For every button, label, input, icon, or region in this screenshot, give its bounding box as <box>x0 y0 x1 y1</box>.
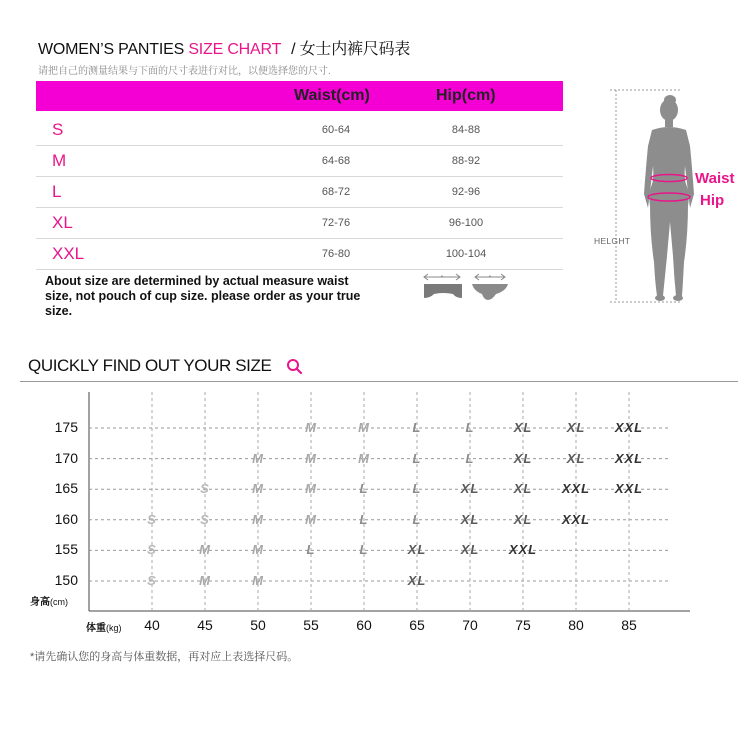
x-tick-label: 80 <box>568 617 584 633</box>
x-tick-label: 75 <box>515 617 531 633</box>
size-cell-s: S <box>147 573 157 588</box>
size-cell-l: L <box>412 511 422 527</box>
size-note: About size are determined by actual measure waist size, not pouch of cup size. please order as your true size. <box>45 274 361 318</box>
y-tick-label: 150 <box>54 572 78 588</box>
waist-column-header: Waist(cm) <box>294 87 370 104</box>
x-axis-label <box>86 619 122 634</box>
size-cell-m: M <box>199 573 211 588</box>
y-tick-label: 165 <box>54 480 78 497</box>
svg-text:*: * <box>488 275 492 282</box>
size-cell-m: M <box>305 481 317 497</box>
size-cell-l: L <box>412 450 422 466</box>
hip-label: Hip <box>700 192 725 209</box>
size-cell-m: M <box>305 511 317 527</box>
title-main: WOMEN’S PANTIES <box>38 41 185 58</box>
size-cell-xxl: XXL <box>614 481 644 497</box>
x-tick-label: 40 <box>144 617 160 633</box>
size-cell-m: M <box>252 450 264 466</box>
size-cell-xl: XL <box>513 511 533 527</box>
size-cell-xl: XL <box>460 542 480 558</box>
waist-value: 72-76 <box>321 217 351 229</box>
x-tick-label: 55 <box>303 617 319 633</box>
size-cell-s: S <box>147 511 157 527</box>
size-cell-xxl: XXL <box>614 420 644 435</box>
title-chinese: / 女士内裤尺码表 <box>291 41 411 58</box>
size-label: XXL <box>52 244 85 263</box>
waist-value: 64-68 <box>321 155 351 167</box>
size-cell-xxl: XXL <box>561 481 591 497</box>
size-label: S <box>52 120 64 139</box>
size-cell-xxl: XXL <box>508 542 538 558</box>
size-cell-l: L <box>465 450 475 466</box>
size-cell-l: L <box>359 481 369 497</box>
size-cell-m: M <box>252 511 264 527</box>
x-tick-label: 60 <box>356 617 372 633</box>
subtitle: 请把自己的测量结果与下面的尺寸表进行对比，以便选择您的尺寸. <box>38 66 331 77</box>
size-cell-s: S <box>200 511 210 527</box>
size-cell-xl: XL <box>513 450 533 466</box>
footnote: *请先确认您的身高与体重数据，再对应上表选择尺码。 <box>30 651 299 663</box>
size-label: L <box>52 182 62 201</box>
hip-value: 92-96 <box>451 186 481 198</box>
height-label: HELGHT <box>594 236 631 246</box>
hip-value: 88-92 <box>451 155 481 167</box>
waist-value: 76-80 <box>321 248 351 260</box>
size-cell-xl: XL <box>407 542 427 558</box>
x-tick-label: 70 <box>462 617 478 633</box>
x-tick-label: 50 <box>250 617 266 633</box>
size-cell-xl: XL <box>460 511 480 527</box>
size-cell-l: L <box>359 511 369 527</box>
size-cell-xl: XL <box>460 481 480 497</box>
size-cell-s: S <box>200 481 210 497</box>
hip-value: 84-88 <box>451 124 481 136</box>
x-tick-label: 85 <box>621 617 637 633</box>
size-cell-m: M <box>358 420 370 435</box>
hip-value: 100-104 <box>445 248 487 260</box>
size-cell-l: L <box>306 542 316 558</box>
size-cell-l: L <box>412 420 422 435</box>
size-cell-xl: XL <box>513 481 533 497</box>
x-axis-unit: (kg) <box>106 623 122 633</box>
waist-value: 68-72 <box>321 186 351 198</box>
size-cell-s: S <box>147 542 157 558</box>
y-tick-label: 155 <box>54 541 78 558</box>
size-cell-xl: XL <box>566 450 586 466</box>
hip-column-header: Hip(cm) <box>436 87 496 104</box>
y-axis-label <box>30 593 68 608</box>
size-cell-m: M <box>199 542 211 558</box>
title-size-chart: SIZE CHART <box>188 41 281 58</box>
quick-find-title: QUICKLY FIND OUT YOUR SIZE <box>28 356 272 375</box>
size-cell-xxl: XXL <box>614 450 644 466</box>
waist-label: Waist <box>695 170 735 187</box>
x-tick-label: 45 <box>197 617 213 633</box>
size-label: XL <box>52 213 73 232</box>
size-cell-l: L <box>412 481 422 497</box>
hip-value: 96-100 <box>448 217 484 229</box>
y-axis-unit: (cm) <box>50 597 68 607</box>
size-cell-l: L <box>359 542 369 558</box>
size-cell-m: M <box>305 420 317 435</box>
size-cell-m: M <box>305 450 317 466</box>
y-tick-label: 170 <box>54 449 78 466</box>
size-cell-xl: XL <box>513 420 533 435</box>
size-cell-l: L <box>465 420 475 435</box>
y-axis-title: 身高 <box>30 597 50 608</box>
y-tick-label: 160 <box>54 510 78 527</box>
size-cell-xl: XL <box>407 573 427 588</box>
x-axis-title: 体重 <box>86 623 106 634</box>
y-tick-label: 175 <box>54 419 78 435</box>
size-cell-xl: XL <box>566 420 586 435</box>
svg-text:*: * <box>440 275 444 282</box>
size-cell-m: M <box>252 481 264 497</box>
size-cell-m: M <box>252 542 264 558</box>
x-tick-label: 65 <box>409 617 425 633</box>
size-cell-m: M <box>252 573 264 588</box>
size-label: M <box>52 151 67 170</box>
size-cell-xxl: XXL <box>561 511 591 527</box>
waist-value: 60-64 <box>321 124 351 136</box>
size-cell-m: M <box>358 450 370 466</box>
